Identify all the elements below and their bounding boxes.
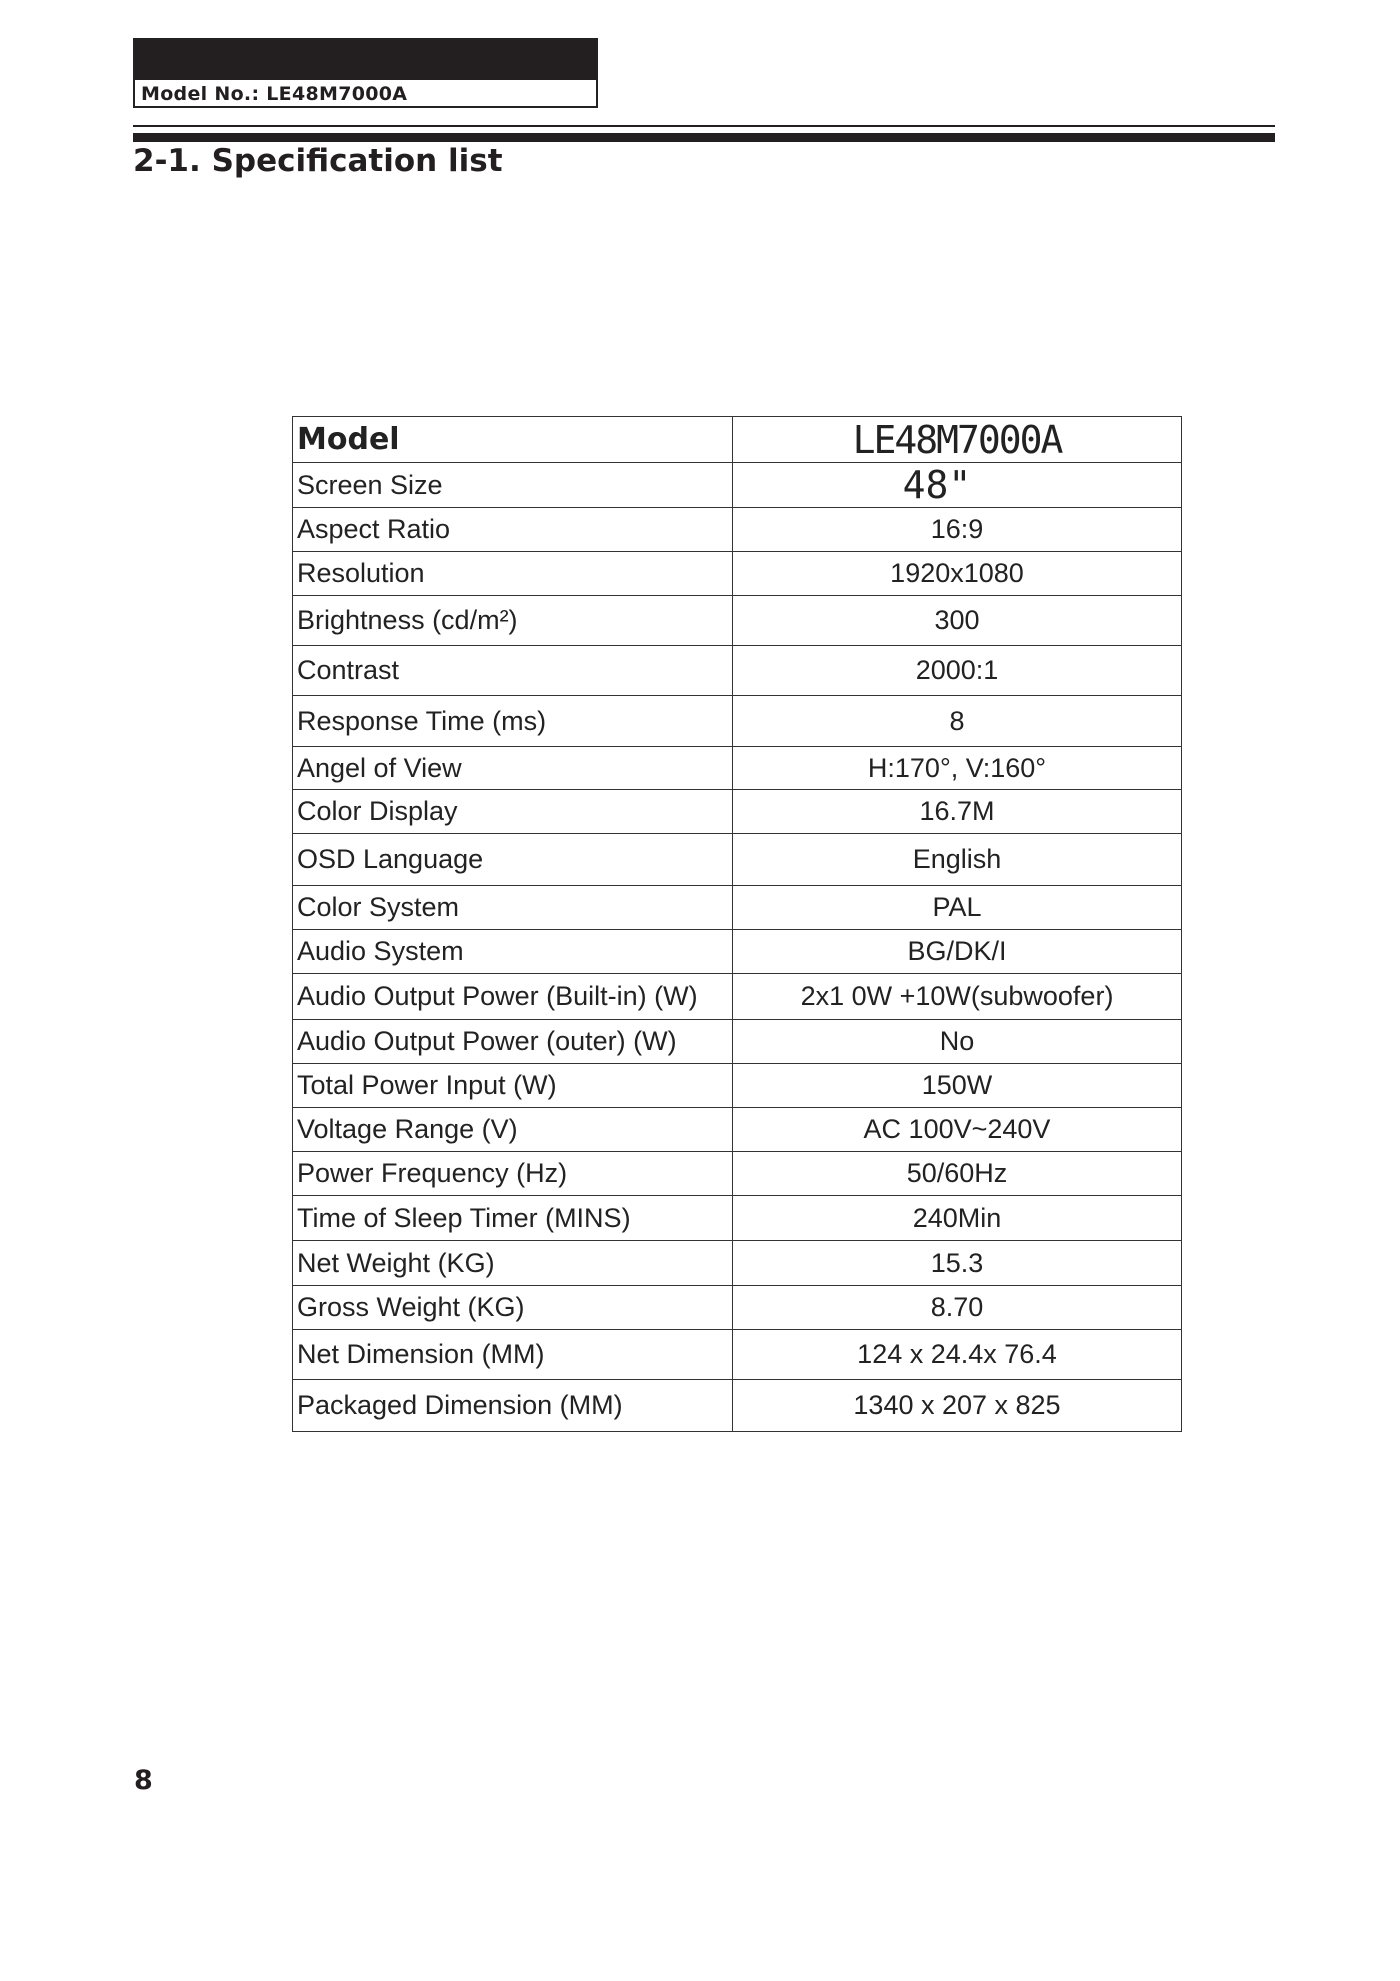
table-row <box>293 930 1182 974</box>
table-row <box>293 886 1182 930</box>
table-cell-value: 15.3 <box>733 1241 1182 1286</box>
table-row-model <box>293 417 1182 463</box>
table-cell-value: 16.7M <box>733 790 1182 834</box>
table-cell-value: 8.70 <box>733 1286 1182 1330</box>
table-cell-value: 8 <box>733 696 1182 747</box>
table-cell-value: 1340 x 207 x 825 <box>733 1380 1182 1432</box>
table-cell-label: Net Dimension (MM) <box>293 1330 733 1380</box>
table-cell-value: LE48M7000A <box>733 417 1182 463</box>
table-cell-label: Angel of View <box>293 747 733 790</box>
table-row <box>293 1241 1182 1286</box>
header-rule-thin <box>133 125 1275 127</box>
table-cell-label: Model <box>293 417 733 463</box>
table-cell-label: Audio Output Power (Built-in) (W) <box>293 974 733 1020</box>
table-cell-label: Gross Weight (KG) <box>293 1286 733 1330</box>
table-cell-label: Audio Output Power (outer) (W) <box>293 1020 733 1064</box>
table-cell-value: 300 <box>733 596 1182 646</box>
table-cell-label: Net Weight (KG) <box>293 1241 733 1286</box>
table-cell-label: OSD Language <box>293 834 733 886</box>
table-row <box>293 974 1182 1020</box>
table-row <box>293 1196 1182 1241</box>
table-cell-value: PAL <box>733 886 1182 930</box>
table-row <box>293 508 1182 552</box>
table-cell-value: English <box>733 834 1182 886</box>
table-row <box>293 646 1182 696</box>
table-row <box>293 1286 1182 1330</box>
table-cell-label: Aspect Ratio <box>293 508 733 552</box>
table-cell-label: Voltage Range (V) <box>293 1108 733 1152</box>
table-cell-value: 48" <box>733 463 1182 508</box>
table-cell-label: Screen Size <box>293 463 733 508</box>
page-number: 8 <box>134 1765 153 1796</box>
table-row <box>293 834 1182 886</box>
table-cell-value: H:170°, V:160° <box>733 747 1182 790</box>
table-cell-value: 2000:1 <box>733 646 1182 696</box>
model-number-box <box>133 38 598 108</box>
table-cell-label: Brightness (cd/m²) <box>293 596 733 646</box>
table-row <box>293 1152 1182 1196</box>
table-cell-value: 1920x1080 <box>733 552 1182 596</box>
table-row <box>293 552 1182 596</box>
model-number-label: Model No.: LE48M7000A <box>141 83 408 105</box>
table-cell-value: 16:9 <box>733 508 1182 552</box>
table-cell-value: No <box>733 1020 1182 1064</box>
table-cell-label: Total Power Input (W) <box>293 1064 733 1108</box>
table-cell-label: Color Display <box>293 790 733 834</box>
table-row <box>293 1108 1182 1152</box>
table-cell-label: Contrast <box>293 646 733 696</box>
table-cell-value: 50/60Hz <box>733 1152 1182 1196</box>
table-row <box>293 1020 1182 1064</box>
table-cell-value: 124 x 24.4x 76.4 <box>733 1330 1182 1380</box>
table-row <box>293 790 1182 834</box>
table-cell-label: Power Frequency (Hz) <box>293 1152 733 1196</box>
table-cell-value: AC 100V~240V <box>733 1108 1182 1152</box>
header-rule-thick <box>133 133 1275 142</box>
table-cell-value: 240Min <box>733 1196 1182 1241</box>
table-row <box>293 596 1182 646</box>
table-cell-label: Time of Sleep Timer (MINS) <box>293 1196 733 1241</box>
specification-table <box>292 416 1182 1432</box>
table-row <box>293 747 1182 790</box>
table-cell-value: BG/DK/I <box>733 930 1182 974</box>
table-row <box>293 1330 1182 1380</box>
table-cell-value: 150W <box>733 1064 1182 1108</box>
table-cell-label: Audio System <box>293 930 733 974</box>
table-row <box>293 463 1182 508</box>
table-row <box>293 696 1182 747</box>
model-box-header-bar <box>135 40 596 80</box>
table-cell-label: Color System <box>293 886 733 930</box>
table-cell-label: Response Time (ms) <box>293 696 733 747</box>
section-title: 2-1. Specification list <box>133 143 503 179</box>
table-row <box>293 1380 1182 1432</box>
table-cell-label: Packaged Dimension (MM) <box>293 1380 733 1432</box>
table-cell-label: Resolution <box>293 552 733 596</box>
table-cell-value: 2x1 0W +10W(subwoofer) <box>733 974 1182 1020</box>
table-row <box>293 1064 1182 1108</box>
